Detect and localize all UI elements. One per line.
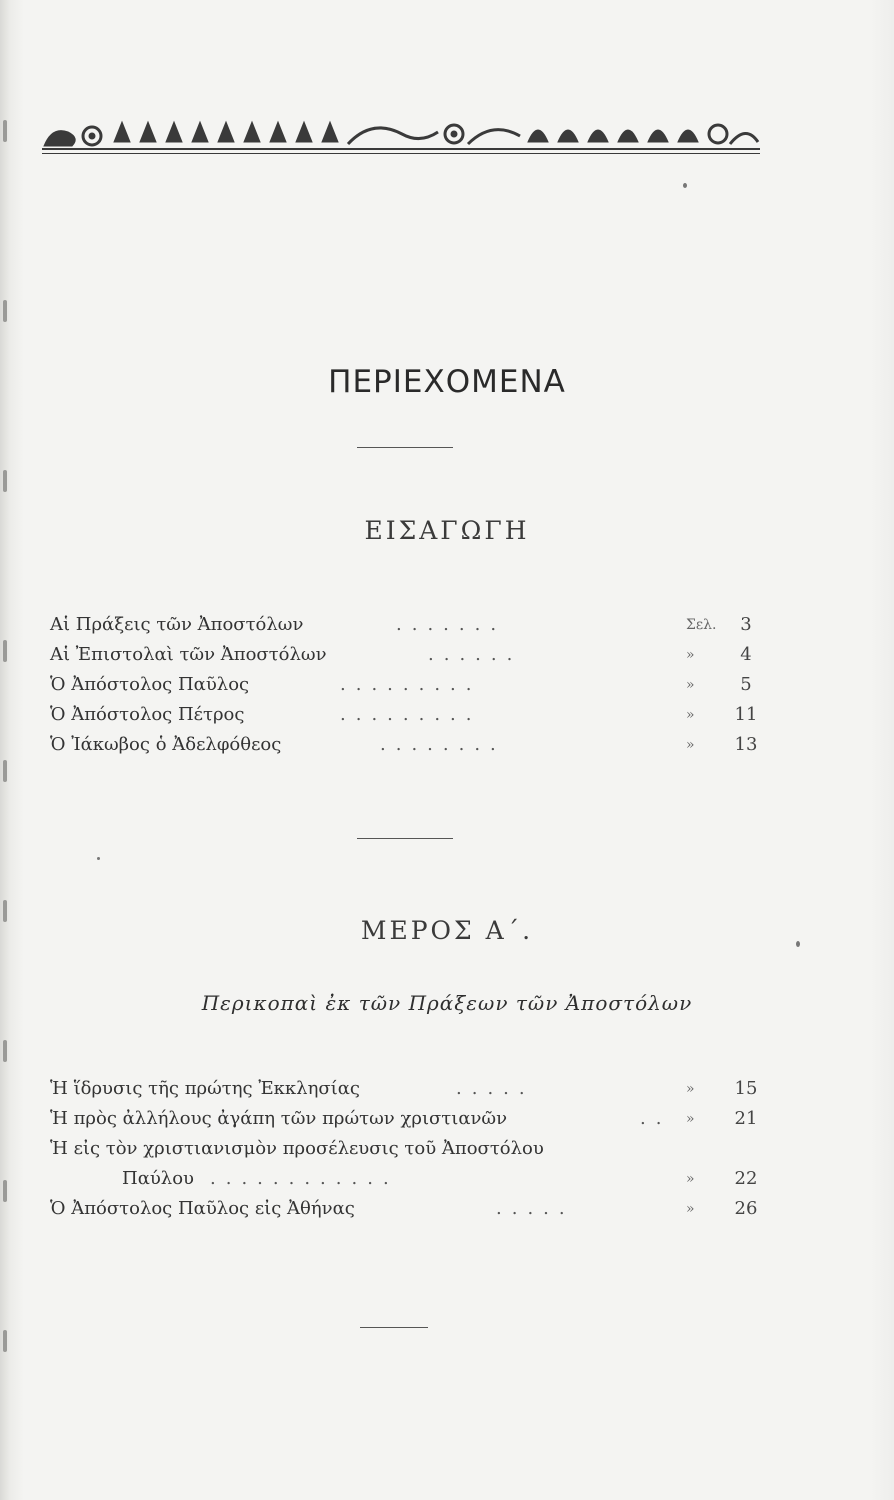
toc-entry-continuation	[50, 1164, 770, 1194]
toc-entry	[50, 1194, 770, 1224]
dot-leader: .........	[340, 704, 482, 725]
toc-entry-page: 4	[740, 644, 752, 665]
toc-entry-page: 11	[734, 704, 758, 725]
toc-entry-ref: »	[686, 707, 695, 723]
toc-entry-page: 22	[734, 1168, 758, 1189]
dot-leader: ............	[210, 1168, 399, 1189]
toc-entry-title: Ἡ εἰς τὸν χριστιανισμὸν προσέλευσις τοῦ Ἀποστόλου	[50, 1138, 544, 1159]
toc-entry-title: Ὁ Ἀπόστολος Παῦλος	[50, 674, 250, 695]
dot-leader: .........	[340, 674, 482, 695]
toc-list-part-a	[50, 1074, 770, 1224]
toc-entry-page: 3	[740, 614, 752, 635]
toc-list-intro	[50, 610, 770, 760]
toc-entry	[50, 670, 770, 700]
toc-entry-title: Αἱ Πράξεις τῶν Ἀποστόλων	[50, 614, 304, 635]
toc-entry-ref: »	[686, 737, 695, 753]
toc-entry-page: 15	[734, 1078, 758, 1099]
toc-entry	[50, 610, 770, 640]
section-subheading: Περικοπαὶ ἐκ τῶν Πράξεων τῶν Ἀποστόλων	[201, 991, 693, 1015]
toc-entry-ref: »	[686, 1201, 695, 1217]
dot-leader: .....	[496, 1198, 575, 1219]
decorative-header-ornament	[42, 112, 760, 156]
toc-entry	[50, 640, 770, 670]
toc-entry-ref: »	[686, 1081, 695, 1097]
divider	[357, 447, 453, 448]
dot-leader: .......	[396, 614, 507, 635]
dot-leader: ..	[640, 1108, 672, 1129]
toc-entry	[50, 730, 770, 760]
toc-entry-title: Ἡ ἵδρυσις τῆς πρώτης Ἐκκλησίας	[50, 1078, 360, 1099]
page-binding-stitches	[0, 0, 10, 1500]
divider	[360, 1327, 428, 1328]
toc-entry-title: Ὁ Ἰάκωβος ὁ Ἀδελφόθεος	[50, 734, 282, 755]
paper-speck	[796, 941, 800, 947]
toc-entry	[50, 1074, 770, 1104]
toc-entry-page: 13	[734, 734, 758, 755]
dot-leader: ......	[428, 644, 523, 665]
toc-entry-ref: »	[686, 1111, 695, 1127]
divider	[357, 838, 453, 839]
paper-speck	[97, 857, 100, 860]
section-heading-intro: ΕΙΣΑΓΩΓΗ	[364, 516, 530, 545]
section-heading-part-a: ΜΕΡΟΣ Α΄.	[360, 916, 534, 945]
toc-entry-ref: »	[686, 647, 695, 663]
toc-entry-title: Αἱ Ἐπιστολαὶ τῶν Ἀποστόλων	[50, 644, 327, 665]
dot-leader: ........	[380, 734, 506, 755]
toc-entry-title: Ὁ Ἀπόστολος Παῦλος εἰς Ἀθήνας	[50, 1198, 355, 1219]
toc-entry-ref: »	[686, 677, 695, 693]
toc-entry-title: Ὁ Ἀπόστολος Πέτρος	[50, 704, 245, 725]
toc-entry-page: 26	[734, 1198, 758, 1219]
toc-entry-ref: Σελ.	[686, 617, 717, 633]
toc-entry-page: 5	[740, 674, 752, 695]
dot-leader: .....	[456, 1078, 535, 1099]
toc-entry-page: 21	[734, 1108, 758, 1129]
toc-entry-title-continued: Παύλου	[122, 1168, 194, 1189]
toc-entry	[50, 1104, 770, 1134]
toc-entry-ref: »	[686, 1171, 695, 1187]
paper-speck	[683, 183, 687, 188]
toc-entry	[50, 700, 770, 730]
toc-entry	[50, 1134, 770, 1164]
page-title: ΠΕΡΙΕΧΟΜΕΝΑ	[328, 364, 566, 400]
toc-entry-title: Ἡ πρὸς ἀλλήλους ἀγάπη τῶν πρώτων χριστιανῶν	[50, 1108, 508, 1129]
